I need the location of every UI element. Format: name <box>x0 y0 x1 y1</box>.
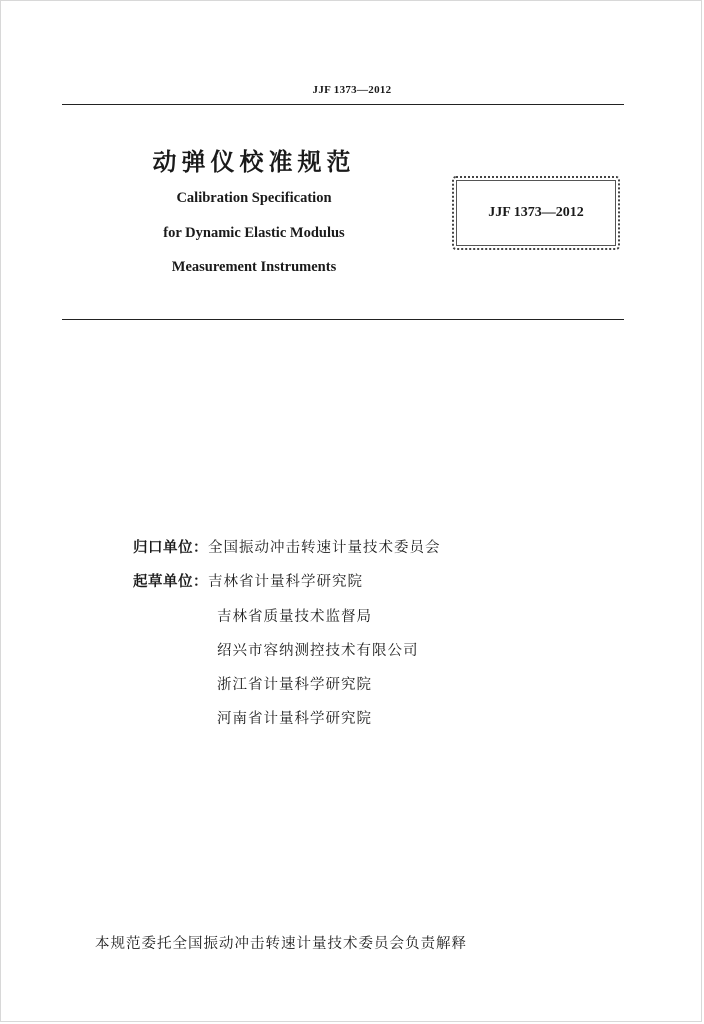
drafting-unit-label: 起草单位： <box>133 574 208 590</box>
standard-code-box-text: JJF 1373—2012 <box>488 205 584 220</box>
drafting-unit-2: 吉林省质量技术监督局 <box>217 609 372 625</box>
title-chinese: 动弹仪校准规范 <box>152 148 356 176</box>
responsible-unit-label: 归口单位： <box>133 540 208 556</box>
header-standard-code: JJF 1373—2012 <box>312 84 392 96</box>
responsible-unit-row <box>133 536 441 557</box>
footer-interpretation-note: 本规范委托全国振动冲击转速计量技术委员会负责解释 <box>95 936 467 952</box>
middle-divider <box>62 319 624 320</box>
top-divider <box>62 104 624 105</box>
drafting-unit-5: 河南省计量科学研究院 <box>217 711 372 727</box>
drafting-unit-3: 绍兴市容纳测控技术有限公司 <box>217 643 419 659</box>
title-english-line-2: for Dynamic Elastic Modulus <box>163 225 345 241</box>
standard-code-box <box>452 176 620 250</box>
responsible-unit-value: 全国振动冲击转速计量技术委员会 <box>208 540 441 556</box>
drafting-unit-row <box>133 570 363 591</box>
title-english-line-3: Measurement Instruments <box>171 259 337 275</box>
drafting-unit-1: 吉林省计量科学研究院 <box>208 574 363 590</box>
title-english-line-1: Calibration Specification <box>176 190 332 206</box>
drafting-unit-4: 浙江省计量科学研究院 <box>217 677 372 693</box>
